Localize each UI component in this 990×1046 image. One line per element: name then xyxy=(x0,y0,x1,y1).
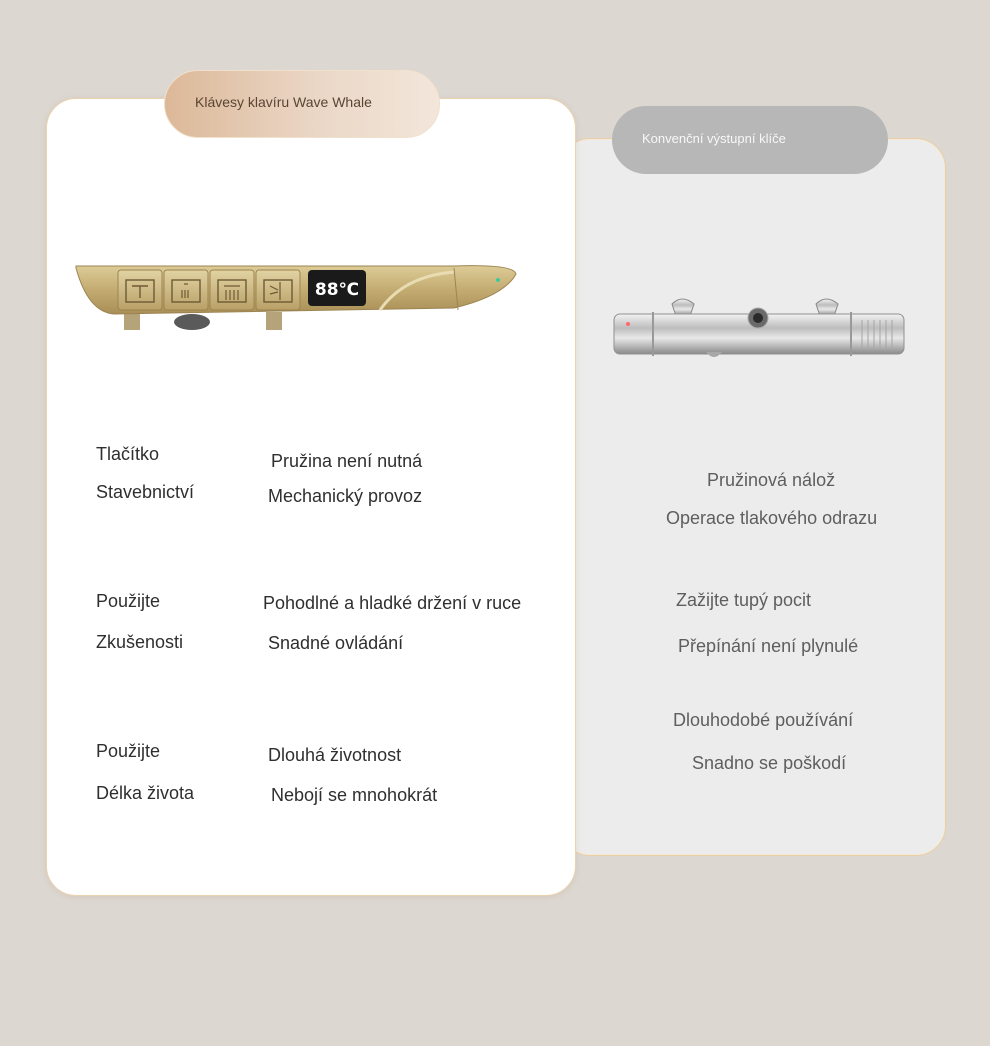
panel-button-3 xyxy=(210,270,254,310)
gold-control-panel-image xyxy=(74,256,520,336)
wave-whale-tab xyxy=(164,70,440,138)
fitting-left xyxy=(124,312,140,330)
left-row-1-value-1: Pružina není nutná xyxy=(271,451,423,471)
conventional-tab-label: Konvenční výstupní klíče xyxy=(642,131,786,146)
right-row-2-value-1: Zažijte tupý pocit xyxy=(676,590,812,610)
left-row-1-label-1: Tlačítko xyxy=(96,444,160,464)
right-row-1-value-2: Operace tlakového odrazu xyxy=(666,508,878,528)
left-row-2-value-2: Snadné ovládání xyxy=(268,633,404,653)
right-row-2-value-2: Přepínání není plynulé xyxy=(678,636,859,656)
right-row-3-value-1: Dlouhodobé používání xyxy=(673,710,854,730)
left-row-3-label-2: Délka života xyxy=(96,783,195,803)
left-row-3-value-2: Nebojí se mnohokrát xyxy=(271,785,438,805)
left-row-1-label-2: Stavebnictví xyxy=(96,482,195,502)
left-row-1-value-2: Mechanický provoz xyxy=(268,486,423,506)
right-row-1-value-1: Pružinová nálož xyxy=(707,470,836,490)
temperature-readout: 88℃ xyxy=(314,280,360,300)
conventional-tab xyxy=(612,106,888,174)
left-row-2-label-2: Zkušenosti xyxy=(96,632,184,652)
diverter-knob xyxy=(174,314,210,330)
fitting-right xyxy=(266,312,282,330)
left-row-3-value-1: Dlouhá životnost xyxy=(268,745,402,765)
conventional-card xyxy=(560,138,946,856)
chrome-valve-image xyxy=(610,290,906,370)
left-row-2-label-1: Použijte xyxy=(96,591,161,611)
left-row-2-value-1: Pohodlné a hladké držení v ruce xyxy=(263,593,522,613)
panel-button-2 xyxy=(164,270,208,310)
wave-whale-tab-label: Klávesy klavíru Wave Whale xyxy=(195,94,372,110)
right-row-3-value-2: Snadno se poškodí xyxy=(692,753,847,773)
left-row-3-label-1: Použijte xyxy=(96,741,161,761)
